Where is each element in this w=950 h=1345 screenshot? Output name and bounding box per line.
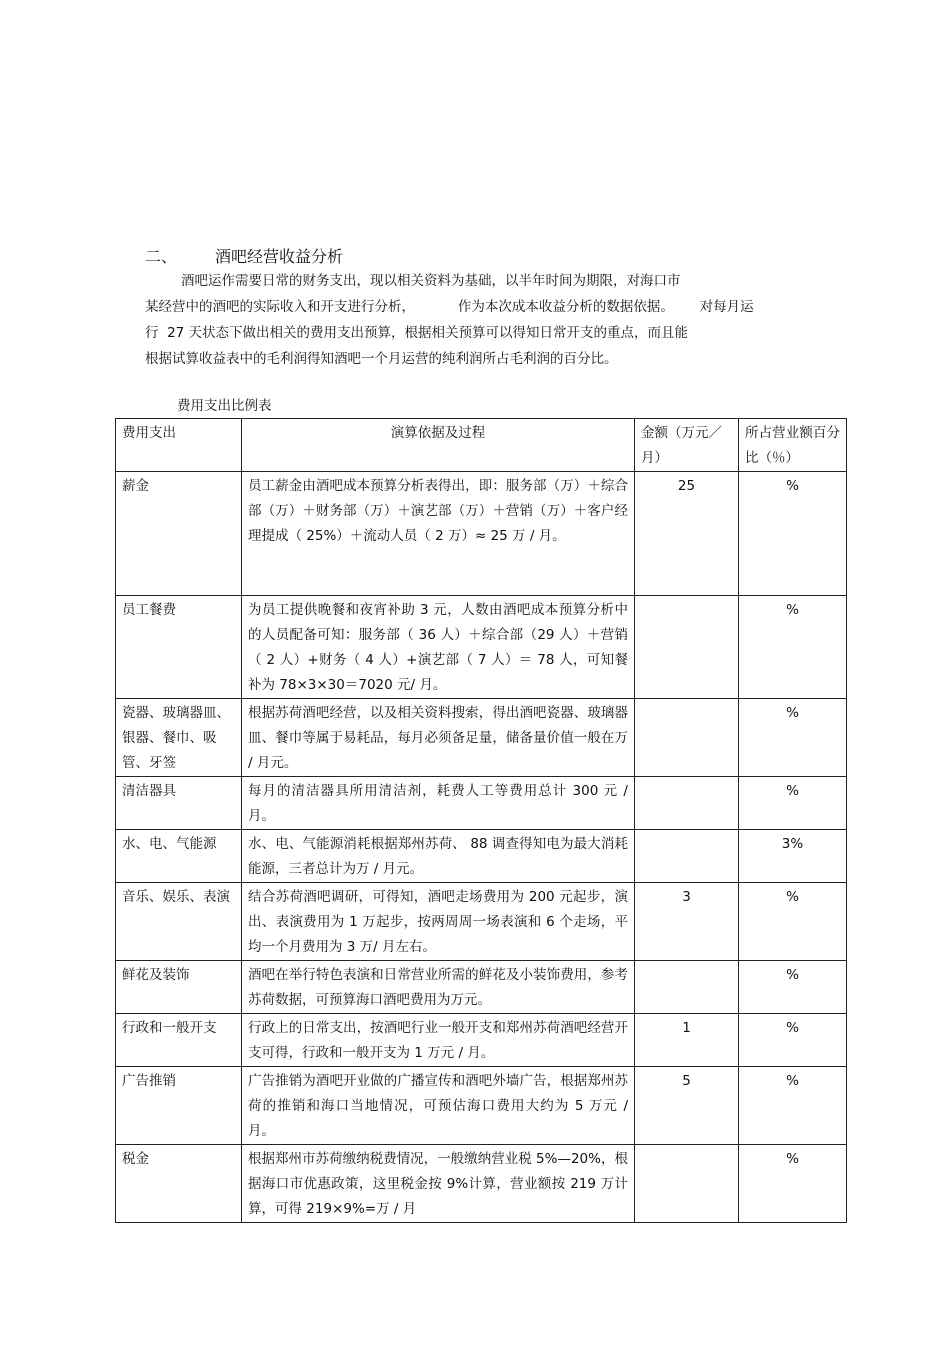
- header-amount: 金额（万元／月）: [635, 419, 739, 472]
- table-row: [116, 699, 847, 777]
- cell-item: 瓷器、玻璃器皿、银器、餐巾、吸管、牙签: [116, 699, 242, 777]
- paragraph-line: 酒吧运作需要日常的财务支出，现以相关资料为基础，以半年时间为期限，对海口市: [181, 273, 681, 289]
- paragraph-line: 行 27 天状态下做出相关的费用支出预算，根据相关预算可以得知日常开支的重点，而且能: [145, 325, 689, 341]
- cell-amount: [635, 961, 739, 1014]
- cell-item: 鲜花及装饰: [116, 961, 242, 1014]
- section-number: 二、: [145, 247, 178, 266]
- cell-amount: [635, 830, 739, 883]
- table-row: [116, 1067, 847, 1145]
- cell-percent: %: [739, 883, 847, 961]
- cell-amount: [635, 596, 739, 699]
- cell-item: 广告推销: [116, 1067, 242, 1145]
- cell-amount: 25: [635, 472, 739, 596]
- table-caption: 费用支出比例表: [177, 398, 272, 414]
- cell-item: 税金: [116, 1145, 242, 1223]
- cell-basis: 根据苏荷酒吧经营，以及相关资料搜索，得出酒吧瓷器、玻璃器皿、餐巾等属于易耗品，每月必须备足量，储备量价值一般在万 / 月元。: [242, 699, 635, 777]
- header-item: 费用支出: [116, 419, 242, 472]
- table-header-row: [116, 419, 847, 472]
- table-row: [116, 777, 847, 830]
- cell-basis: 酒吧在举行特色表演和日常营业所需的鲜花及小装饰费用，参考苏荷数据，可预算海口酒吧费用为万元。: [242, 961, 635, 1014]
- section-title: 酒吧经营收益分析: [215, 247, 344, 266]
- cell-amount: 5: [635, 1067, 739, 1145]
- cell-basis: 为员工提供晚餐和夜宵补助 3 元，人数由酒吧成本预算分析中的人员配备可知：服务部（ 36 人）＋综合部（29 人）＋营销（ 2 人）+财务（ 4 人）+演艺部（ 7 人）＝ 78 人，可知餐补为 78×3×30＝7020 元/ 月。: [242, 596, 635, 699]
- table-row: [116, 1014, 847, 1067]
- cell-basis: 员工薪金由酒吧成本预算分析表得出，即：服务部（万）＋综合部（万）＋财务部（万）＋演艺部（万）＋营销（万）＋客户经理提成（ 25%）＋流动人员（ 2 万）≈ 25 万 / 月。: [242, 472, 635, 596]
- table-row: [116, 961, 847, 1014]
- cell-basis: 根据郑州市苏荷缴纳税费情况，一般缴纳营业税 5%—20%，根据海口市优惠政策，这里税金按 9%计算，营业额按 219 万计算，可得 219×9%=万 / 月: [242, 1145, 635, 1223]
- cell-percent: %: [739, 1145, 847, 1223]
- cell-basis: 水、电、气能源消耗根据郑州苏荷、 88 调查得知电为最大消耗能源，三者总计为万 / 月元。: [242, 830, 635, 883]
- cell-item: 员工餐费: [116, 596, 242, 699]
- paragraph-line: 某经营中的酒吧的实际收入和开支进行分析， 作为本次成本收益分析的数据依据。 对每月运: [145, 299, 754, 315]
- table-row: [116, 1145, 847, 1223]
- table-row: [116, 830, 847, 883]
- cell-item: 水、电、气能源: [116, 830, 242, 883]
- cell-basis: 每月的清洁器具所用清洁剂，耗费人工等费用总计 300 元 / 月。: [242, 777, 635, 830]
- table-row: [116, 472, 847, 596]
- table-row: [116, 596, 847, 699]
- cost-table: [115, 418, 847, 1223]
- cell-percent: %: [739, 1067, 847, 1145]
- cell-amount: [635, 777, 739, 830]
- cell-item: 薪金: [116, 472, 242, 596]
- cell-percent: %: [739, 472, 847, 596]
- cell-basis: 广告推销为酒吧开业做的广播宣传和酒吧外墙广告，根据郑州苏荷的推销和海口当地情况，可预估海口费用大约为 5 万元 / 月。: [242, 1067, 635, 1145]
- cell-amount: 3: [635, 883, 739, 961]
- cell-percent: %: [739, 699, 847, 777]
- cell-amount: 1: [635, 1014, 739, 1067]
- cell-percent: 3%: [739, 830, 847, 883]
- intro-paragraph: [145, 268, 805, 372]
- cell-percent: %: [739, 961, 847, 1014]
- cell-item: 行政和一般开支: [116, 1014, 242, 1067]
- table-row: [116, 883, 847, 961]
- header-percent: 所占营业额百分比（％）: [739, 419, 847, 472]
- cell-percent: %: [739, 1014, 847, 1067]
- paragraph-line: 根据试算收益表中的毛利润得知酒吧一个月运营的纯利润所占毛利润的百分比。: [145, 351, 618, 367]
- header-basis: 演算依据及过程: [242, 419, 635, 472]
- cell-item: 清洁器具: [116, 777, 242, 830]
- cell-basis: 行政上的日常支出，按酒吧行业一般开支和郑州苏荷酒吧经营开支可得，行政和一般开支为 1 万元 / 月。: [242, 1014, 635, 1067]
- cell-basis: 结合苏荷酒吧调研，可得知，酒吧走场费用为 200 元起步，演出、表演费用为 1 万起步，按两周周一场表演和 6 个走场，平均一个月费用为 3 万/ 月左右。: [242, 883, 635, 961]
- section-heading: [145, 244, 343, 267]
- cell-percent: %: [739, 596, 847, 699]
- cell-item: 音乐、娱乐、表演: [116, 883, 242, 961]
- cell-percent: %: [739, 777, 847, 830]
- cell-amount: [635, 699, 739, 777]
- cell-amount: [635, 1145, 739, 1223]
